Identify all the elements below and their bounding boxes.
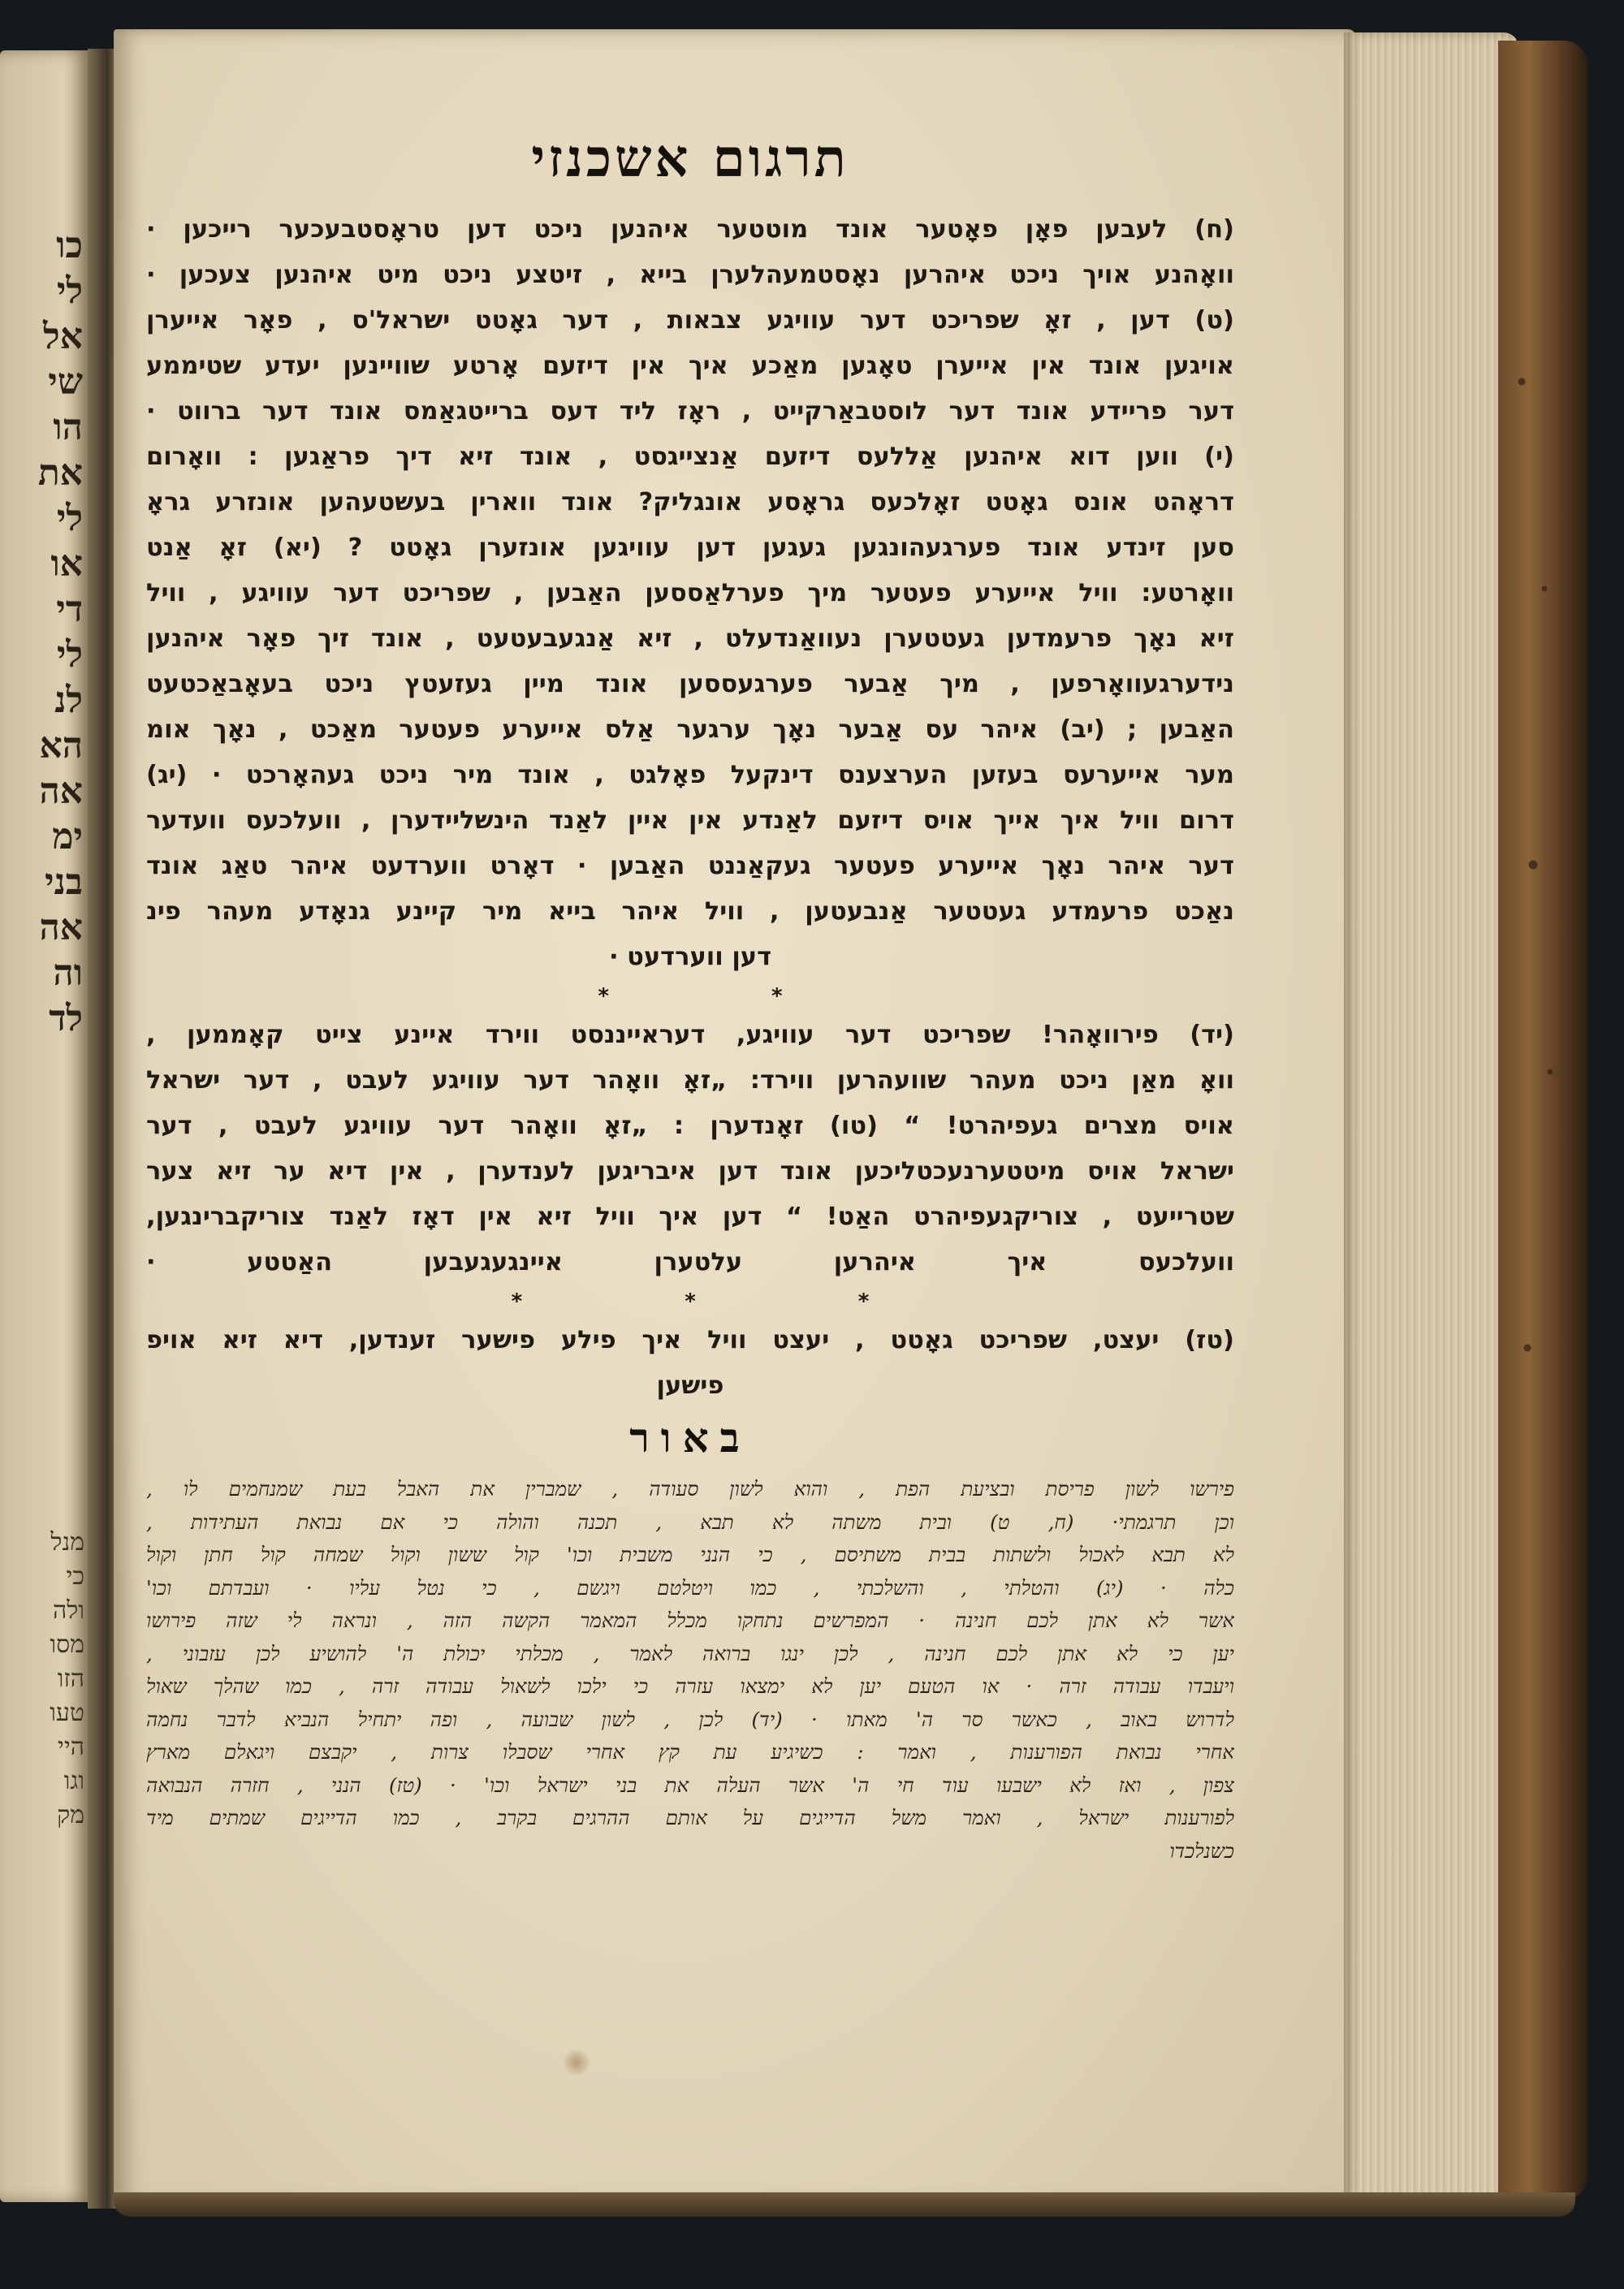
left-facing-page [0,50,91,2202]
left-page-text-fragment: אל [43,316,83,357]
divider-star: * [771,984,945,1008]
translation-line: זיא נאָך פרעמדען געטטערן נעוואַנדעלט , זיא אַנגעבעטעט , אונד זיך פאָר איהנען [146,624,1234,653]
commentary-line: יען כי לא אתן לכם חנינה , לכן ינגו ברואה לאמר , מכלתי יכולת ה' להושיע לכן עזבוני , [146,1641,1234,1665]
translation-line: וועלכעס איך איהרען עלטערן איינגעגעבען האַטטע · [146,1248,1234,1276]
left-page-text-fragment: כו [56,225,83,266]
left-page-commentary-fragment: מסו [50,1630,84,1659]
translation-line: (ח) לעבען פאָן פאָטער אונד מוטטער איהנען ניכט דען טראָסטבעכער רייכען · [146,215,1234,244]
commentary-line: לא תבא לאכול ולשתות בבית משתיסם , כי הנני משבית וכו' קול ששון וקול שמחה קול חתן וקול [146,1543,1234,1566]
translation-line: סען זינדע אונד פערגעהונגען געגען דען עוויגען אונזערן גאָטט ? (יא) זאָ אַנט [146,533,1234,562]
commentary-line: כלה · (יג) והטלתי , והשלכתי , כמו ויטלטם ויגשם , כי נטל עליו · ועבדתם וכו' [146,1575,1234,1600]
commentary-title: באור [629,1414,751,1462]
commentary-line: פירשו לשון פריסת ובציעת הפת , והוא לשון סעודה , שמברין את האבל בעת שמנחמים לו , [146,1477,1234,1501]
divider-star: * [511,1289,685,1314]
paper-stain [560,2050,593,2075]
translation-line: נאַכט פרעמדע געטטער אַנבעטען , וויל איהר בייא מיר קיינע גנאָדע מעהר פינ [146,897,1234,926]
commentary-line: אחרי נבואת הפורענות , ואמר : כשיגיע עת קץ אחרי שסבלו צרות , יקבצם ויגאלם מארץ [146,1740,1234,1764]
left-page-commentary-fragment: ולה [53,1596,84,1625]
translation-line: אויגען אונד אין אייערן טאָגען מאַכע איך אין דיזעם אָרטע שוויינען יעדע שטיממע [146,352,1234,380]
translation-paragraph-1 [146,207,1234,980]
translation-line: דער פריידע אונד דער לוסטבאַרקייט , ראָז ליד דעס ברייטגאַמס אונד דער ברווט · [146,397,1234,425]
left-page-text-fragment: לי [56,270,83,312]
translation-line: (י) ווען דוא איהנען אַללעס דיזעם אַנצייגסט , אונד זיא דיך פראַגען : וואָרום [146,443,1234,471]
left-page-commentary-fragment: וגו [63,1767,84,1795]
translation-line: ישראל אויס מיטטערנעכטליכען אונד דען איבריגען לענדערן , אין דיא ער זיא צער [146,1157,1234,1186]
commentary-line: ויעבדו עבודה זרה · או הטעם יען לא ימצאו עזרה כי ילכו לשאול עבודה זרה , כמו שהלך שאול [146,1674,1234,1698]
left-page-text-fragment: את [37,452,83,494]
commentary-block [146,1473,1234,1868]
left-page-text-fragment: די [56,589,83,630]
translation-line: דראָהט אונס גאָטט זאָלכעס גראָסע אונגליק? אונד ווארין בעשטעהען אונזרע גראָ [146,488,1234,516]
translation-line: נידערגעוואָרפען , מיך אַבער פערגעססען אונד מיין געזעטץ ניכט בעאָבאַכטעט [146,670,1234,698]
commentary-line: כשנלכדו [1169,1838,1234,1863]
left-page-commentary-fragment: טעו [50,1699,84,1727]
translation-line: אויס מצרים געפיהרט! “ (טו) זאָנדערן : „זאָ וואָהר דער עוויגע לעבט , דער [146,1112,1234,1140]
left-page-text-fragment: וה [53,952,83,994]
section-divider-stars [146,980,1397,1013]
left-page-text-fragment: לי [56,634,83,676]
translation-line: (טז) יעצט, שפריכט גאָטט , יעצט וויל איך פילע פישער זענדען, דיא זיא אויפ [146,1326,1234,1354]
divider-star: * [685,1289,858,1314]
left-page-commentary-fragment: מק [57,1801,84,1829]
translation-line: וואָרטע: וויל אייערע פעטער מיך פערלאַססען האַבען , שפריכט דער עוויגע , וויל [146,579,1234,607]
translation-line: פישען [656,1371,724,1400]
left-page-text-fragment: או [50,543,83,585]
divider-star: * [857,1289,1032,1314]
translation-line: דער איהר נאָך אייערע פעטער געקאַננט האַבען · דאָרט ווערדעט איהר טאַג אונד [146,852,1234,880]
page-text-block [146,122,1234,1868]
left-page-commentary-fragment: מנל [50,1528,84,1557]
translation-line: דרום וויל איך אייך אויס דיזעם לאַנדע אין איין לאַנד הינשליידערן , וועלכעס וועדער [146,806,1234,835]
divider-star: * [598,984,771,1008]
left-page-text-fragment: בני [44,862,83,903]
commentary-line: אשר לא אתן לכם חנינה · המפרשים נתחקו מכלל המאמר הקשה הזה , ונראה לי שזה פירושו [146,1609,1234,1632]
left-page-text-fragment: שי [48,361,83,403]
page-edges [1344,32,1518,2209]
translation-line: (יד) פירוואָהר! שפריכט דער עוויגע, דעראייננסט ווירד איינע צייט קאָממען , [146,1021,1234,1049]
left-page-text-fragment: לי [56,498,83,539]
running-title: תרגום אשכנזי [531,128,849,189]
commentary-line: לדרוש באוב , כאשר סר ה' מאתו · (יד) לכן , לשון שבועה , ופה יתחיל הנביא לדבר נחמה [146,1707,1234,1731]
translation-line: דען ווערדעט · [608,943,772,971]
book-bottom-edge [114,2192,1575,2217]
left-page-text-fragment: ימ [52,816,83,857]
translation-line: מער אייערעס בעזען הערצענס דינקעל פאָלגט , אונד מיר ניכט געהאָרכט · (יג) [146,761,1234,789]
left-page-text-fragment: לנ [54,680,83,721]
cover-wear-spots [1510,244,1567,1624]
commentary-line: צפון , ואז לא ישבעו עוד חי ה' אשר העלה את בני ישראל וכו' · (טז) הנני , חזרה הנבואה [146,1773,1234,1797]
translation-line: וואָהנע אויך ניכט איהרען נאָסטמעהלערן בייא , זיטצע ניכט מיט איהנען צעכען · [146,261,1234,289]
left-page-commentary-fragment: הזו [57,1665,84,1693]
translation-paragraph-3 [146,1318,1234,1409]
translation-line: האַבען ; (יב) איהר עס אַבער נאָך ערגער אַלס אייערע פעטער מאַכט , נאָך אומ [146,715,1234,744]
left-page-commentary-fragment: כי [66,1562,84,1591]
left-page-text-fragment: הו [53,407,83,448]
translation-paragraph-2 [146,1013,1234,1285]
section-divider-stars [146,1285,1397,1318]
left-page-text-fragment: אה [39,907,83,948]
translation-line: שטרייעט , צוריקגעפיהרט האַט! “ דען איך וויל זיא אין דאָז לאַנד צוריקברינגען, [146,1203,1234,1231]
left-page-text-fragment: הא [39,725,83,767]
commentary-line: וכן תרגמתי· (ח, ט) ובית משתה לא תבא , תכנה והולה כי אם נבואת העתידות , [146,1509,1234,1534]
left-page-commentary-fragment: היי [58,1733,84,1761]
translation-line: (ט) דען , זאָ שפריכט דער עוויגע צבאות , דער גאָטט ישראל'ס , פאָר אייערן [146,306,1234,335]
commentary-line: לפורענות ישראל , ואמר משל הדייגים על אותם ההרגים בקרב , כמו הדייגים שמתים מיד [146,1806,1234,1829]
left-page-text-fragment: אה [39,771,83,812]
left-page-text-fragment: לד [49,998,83,1039]
translation-line: וואָ מאַן ניכט מעהר שוועהרען ווירד: „זאָ וואָהר דער עוויגע לעבט , דער ישראל [146,1066,1234,1095]
